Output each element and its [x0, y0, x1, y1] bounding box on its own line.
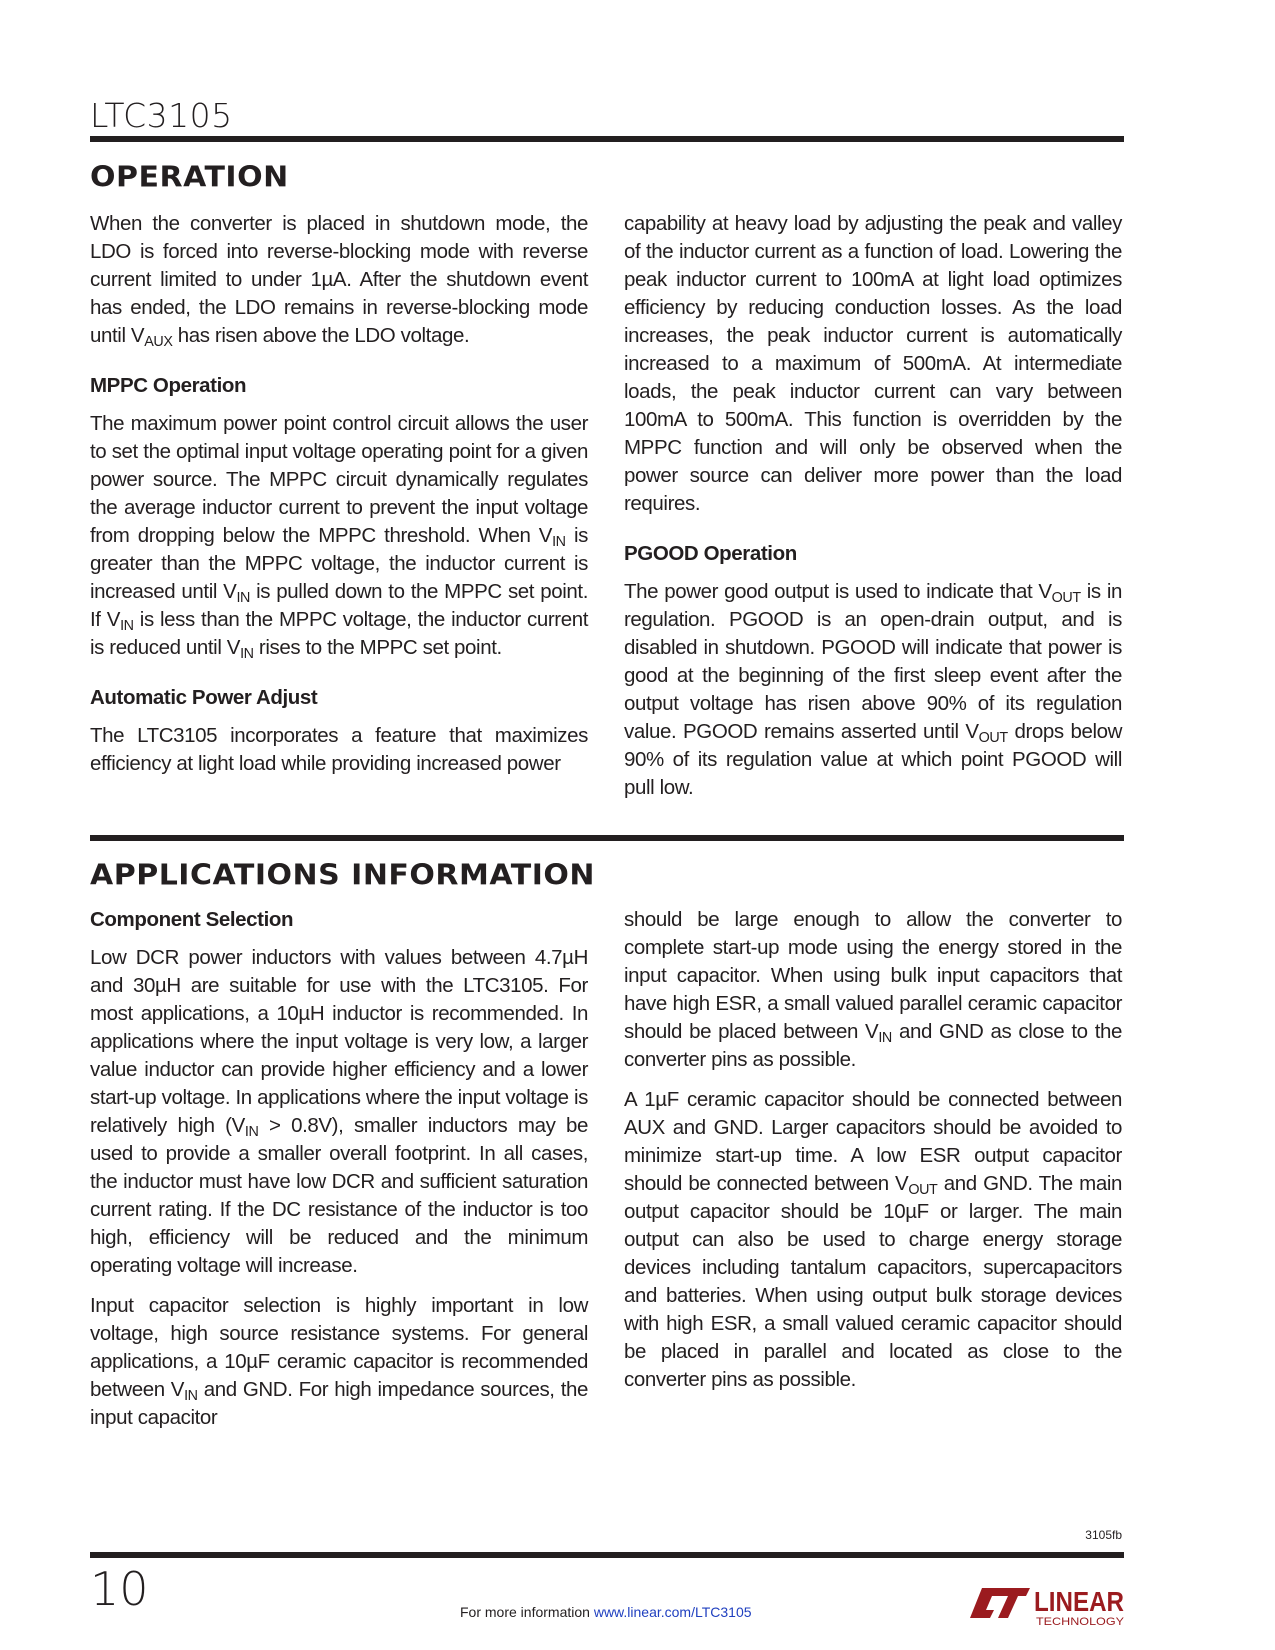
section-rule: [90, 835, 1124, 841]
logo-subword: TECHNOLOGY: [1036, 1616, 1125, 1628]
logo-word: LINEAR: [1034, 1586, 1124, 1617]
linear-technology-logo: [968, 1578, 1128, 1628]
document-part-number: LTC3105: [90, 96, 233, 135]
automatic-power-adjust-heading: Automatic Power Adjust: [90, 686, 318, 709]
section-title-applications-information: APPLICATIONS INFORMATION: [90, 858, 596, 893]
shutdown-paragraph: When the converter is placed in shutdown mode, the LDO is forced into reverse-blocking mode with reverse current limited to under 1µA. After the shutdown event has ended, the LDO remains in reverse-blocking mode until $V_{AUX}$ has risen above the LDO voltage.: [90, 212, 588, 350]
page-number: 10: [90, 1562, 149, 1616]
applications-left-column: [90, 906, 588, 1444]
input-capacitor-paragraph: Input capacitor selection is highly important in low voltage, high source resistance systems. For general applications, a 10µF ceramic capacitor is recommended between $V_{IN}$ and GND. For high impedance sources, the input capacitor: [90, 1294, 588, 1429]
header-rule: [90, 136, 1124, 142]
linear-logo-icon: [968, 1578, 1128, 1628]
pgood-heading: PGOOD Operation: [624, 542, 797, 565]
document-revision-code: 3105fb: [1085, 1528, 1122, 1542]
mppc-heading: MPPC Operation: [90, 374, 247, 397]
automatic-power-adjust-continued: capability at heavy load by adjusting the peak and valley of the inductor current as a function of load. Lowering the peak inductor current to 100mA at light load optimizes efficiency by reducing conduction losses. As the load increases, the peak inductor current is automatically increased to a maximum of 500mA. At intermediate loads, the peak inductor current can vary between 100mA to 500mA. This function is overridden by the MPPC function and will only be observed when the power source can deliver more power than the load requires.: [624, 212, 1122, 515]
operation-right-column: [624, 210, 1122, 814]
section-title-operation: OPERATION: [90, 160, 289, 195]
applications-right-column: [624, 906, 1122, 1406]
footer-rule: [90, 1552, 1124, 1558]
input-capacitor-continued: should be large enough to allow the converter to complete start-up mode using the energy stored in the input capacitor. When using bulk input capacitors that have high ESR, a small valued parallel ceramic capacitor should be placed between $V_{IN}$ and GND as close to the converter pins as possible.: [624, 908, 1123, 1071]
footer-link[interactable]: www.linear.com/LTC3105: [593, 1604, 752, 1620]
operation-left-column: [90, 210, 588, 790]
automatic-power-adjust-paragraph: The LTC3105 incorporates a feature that maximizes efficiency at light load while providing increased power: [90, 724, 588, 775]
inductor-paragraph: Low DCR power inductors with values between 4.7µH and 30µH are suitable for use with the LTC3105. For most applications, a 10µH inductor is recommended. In applications where the input voltage is very low, a larger value inductor can provide higher efficiency and a lower start-up voltage. In applications where the input voltage is relatively high $(V_{IN} > 0.8V)$, smaller inductors may be used to provide a smaller overall footprint. In all cases, the inductor must have low DCR and sufficient saturation current rating. If the DC resistance of the inductor is too high, efficiency will be reduced and the minimum operating voltage will increase.: [90, 946, 589, 1277]
component-selection-heading: Component Selection: [90, 908, 294, 931]
output-capacitor-paragraph: A 1µF ceramic capacitor should be connected between AUX and GND. Larger capacitors should be avoided to minimize start-up time. A low ESR output capacitor should be connected between $V_{OUT}$ and GND. The main output capacitor should be 10µF or larger. The main output can also be used to charge energy storage devices including tantalum capacitors, supercapacitors and batteries. When using output bulk storage devices with high ESR, a small valued ceramic capacitor should be placed in parallel and located as close to the converter pins as possible.: [624, 1088, 1122, 1391]
pgood-paragraph: The power good output is used to indicate that $V_{OUT}$ is in regulation. PGOOD is an open-drain output, and is disabled in shutdown. PGOOD will indicate that power is good at the beginning of the first sleep event after the output voltage has risen above 90% of its regulation value. PGOOD remains asserted until $V_{OUT}$ drops below 90% of its regulation value at which point PGOOD will pull low.: [624, 580, 1123, 799]
footer-more-info: For more information www.linear.com/LTC3105: [460, 1604, 752, 1620]
mppc-paragraph: The maximum power point control circuit allows the user to set the optimal input voltage operating point for a given power source. The MPPC circuit dynamically regulates the average inductor current to prevent the input voltage from dropping below the MPPC threshold. When $V_{IN}$ is greater than the MPPC voltage, the inductor current is increased until $V_{IN}$ is pulled down to the MPPC set point. If $V_{IN}$ is less than the MPPC voltage, the inductor current is reduced until $V_{IN}$ rises to the MPPC set point.: [90, 412, 588, 662]
